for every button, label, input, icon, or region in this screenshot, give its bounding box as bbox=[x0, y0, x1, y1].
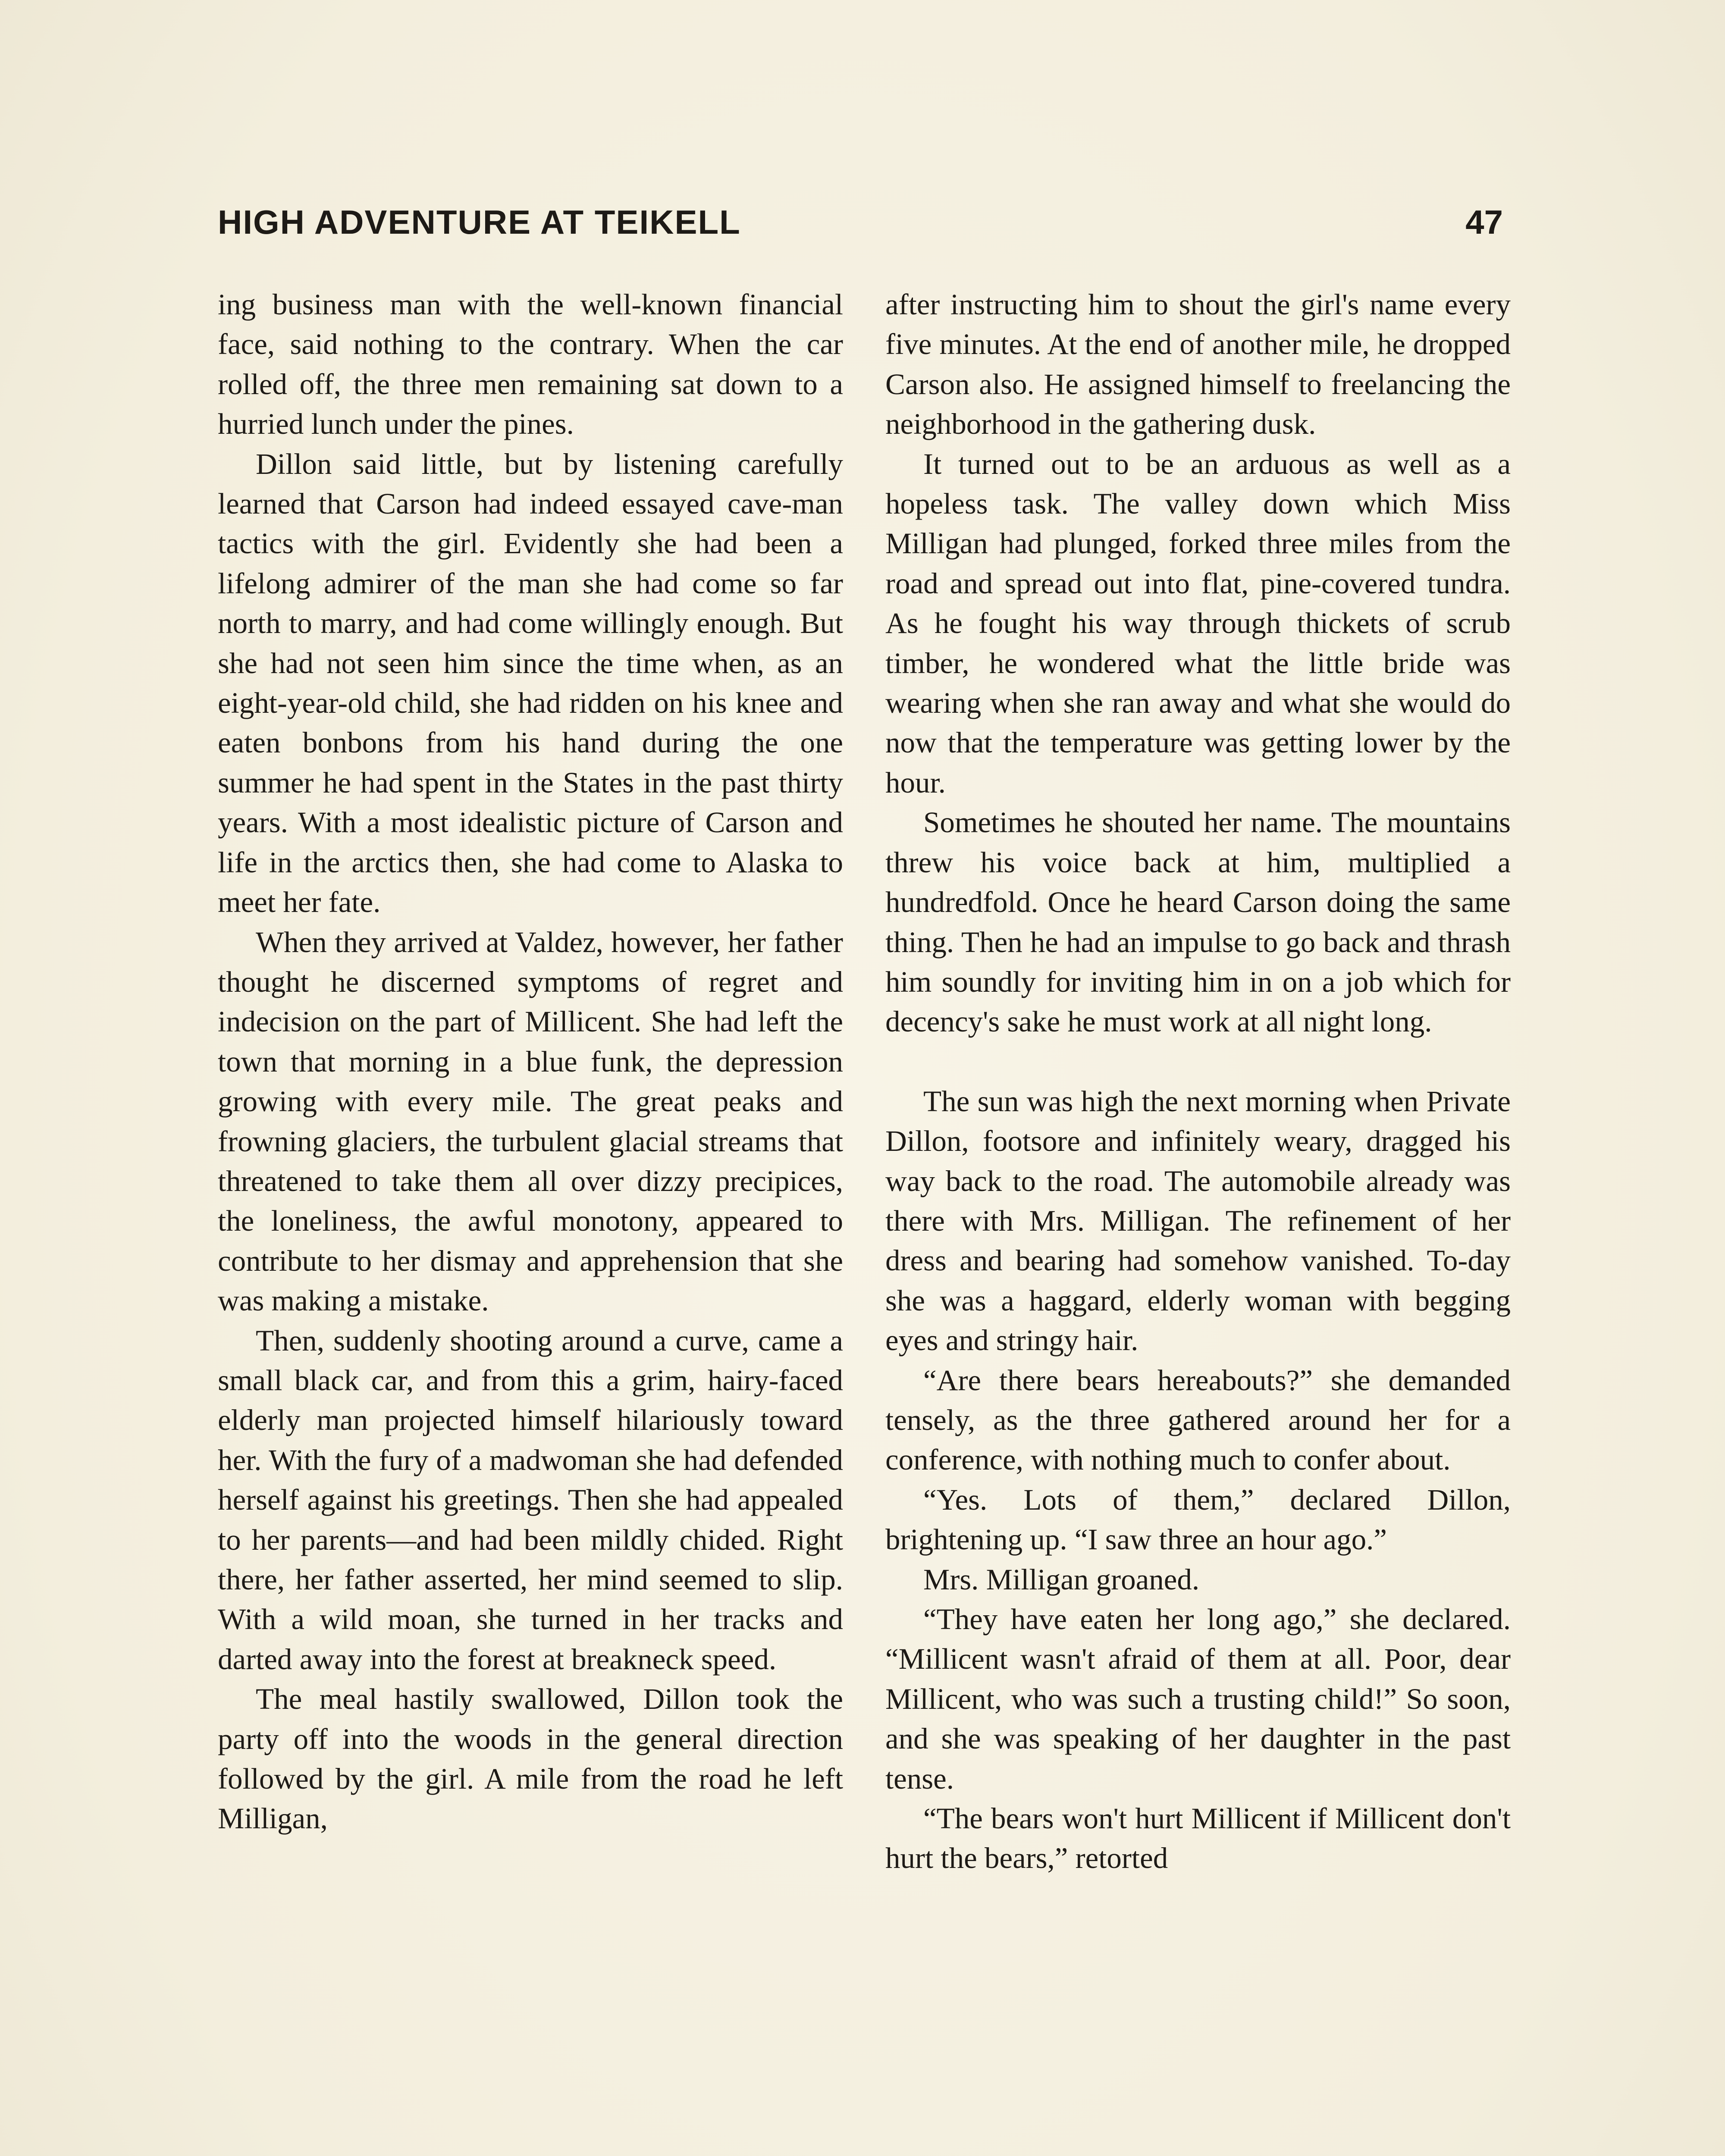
paragraph: Dillon said little, but by listening carefully learned that Carson had indeed essayed cave-man tactics with the girl. Evidently she had been a lifelong admirer of the man she had come so far north to marry, and had come willingly enough. But she had not seen him since the time when, as an eight-year-old child, she had ridden on his knee and eaten bonbons from his hand during the one summer he had spent in the States in the past thirty years. With a most idealistic picture of Carson and life in the arctics then, she had come to Alaska to meet her fate. bbox=[218, 447, 843, 919]
paragraph: It turned out to be an arduous as well as a hopeless task. The valley down which Miss Milligan had plunged, forked three miles from the road and spread out into flat, pine-covered tundra. As he fought his way through thickets of scrub timber, he wondered what the little bride was wearing when she ran away and what she would do now that the temperature was getting lower by the hour. bbox=[885, 447, 1511, 799]
page-number: 47 bbox=[1465, 203, 1503, 241]
paragraph: after instructing him to shout the girl's name every five minutes. At the end of another mile, he dropped Carson also. He assigned himself to freelancing the neighborhood in the gathering dusk. bbox=[885, 288, 1511, 441]
paragraph: “The bears won't hurt Millicent if Millicent don't hurt the bears,” retorted bbox=[885, 1802, 1511, 1875]
paragraph: The sun was high the next morning when Private Dillon, footsore and infinitely weary, dragged his way back to the road. The automobile already was there with Mrs. Milligan. The refinement of her dress and bearing had somehow vanished. To-day she was a haggard, elderly woman with begging eyes and stringy hair. bbox=[885, 1084, 1511, 1357]
left-text-column bbox=[218, 285, 843, 1839]
paragraph: The meal hastily swallowed, Dillon took the party off into the woods in the general direction followed by the girl. A mile from the road he left Milligan, bbox=[218, 1683, 843, 1835]
paragraph: Mrs. Milligan groaned. bbox=[923, 1563, 1200, 1596]
paragraph: “Are there bears hereabouts?” she demanded tensely, as the three gathered around her for a conference, with nothing much to confer about. bbox=[885, 1363, 1511, 1476]
paragraph: ing business man with the well-known financial face, said nothing to the contrary. When the car rolled off, the three men remaining sat down to a hurried lunch under the pines. bbox=[218, 288, 843, 441]
paragraph: Sometimes he shouted her name. The mountains threw his voice back at him, multiplied a hundredfold. Once he heard Carson doing the same thing. Then he had an impulse to go back and thrash him soundly for inviting him in on a job which for decency's sake he must work at all night long. bbox=[885, 806, 1511, 1038]
running-title: HIGH ADVENTURE AT TEIKELL bbox=[218, 203, 741, 241]
right-text-column bbox=[885, 285, 1511, 1878]
paragraph: When they arrived at Valdez, however, her father thought he discerned symptoms of regret and indecision on the part of Millicent. She had left the town that morning in a blue funk, the depression growing with every mile. The great peaks and frowning glaciers, the turbulent glacial streams that threatened to take them all over dizzy precipices, the loneliness, the awful monotony, appeared to contribute to her dismay and apprehension that she was making a mistake. bbox=[218, 925, 843, 1317]
paragraph: “Yes. Lots of them,” declared Dillon, brightening up. “I saw three an hour ago.” bbox=[885, 1483, 1511, 1556]
running-head bbox=[218, 203, 1503, 250]
paragraph: Then, suddenly shooting around a curve, came a small black car, and from this a grim, hairy-faced elderly man projected himself hilariously toward her. With the fury of a madwoman she had defended herself against his greetings. Then she had appealed to her parents—and had been mildly chided. Right there, her father asserted, her mind seemed to slip. With a wild moan, she turned in her tracks and darted away into the forest at breakneck speed. bbox=[218, 1324, 843, 1676]
paragraph: “They have eaten her long ago,” she declared. “Millicent wasn't afraid of them at all. Poor, dear Millicent, who was such a trusting child!” So soon, and she was speaking of her daughter in the past tense. bbox=[885, 1603, 1511, 1795]
